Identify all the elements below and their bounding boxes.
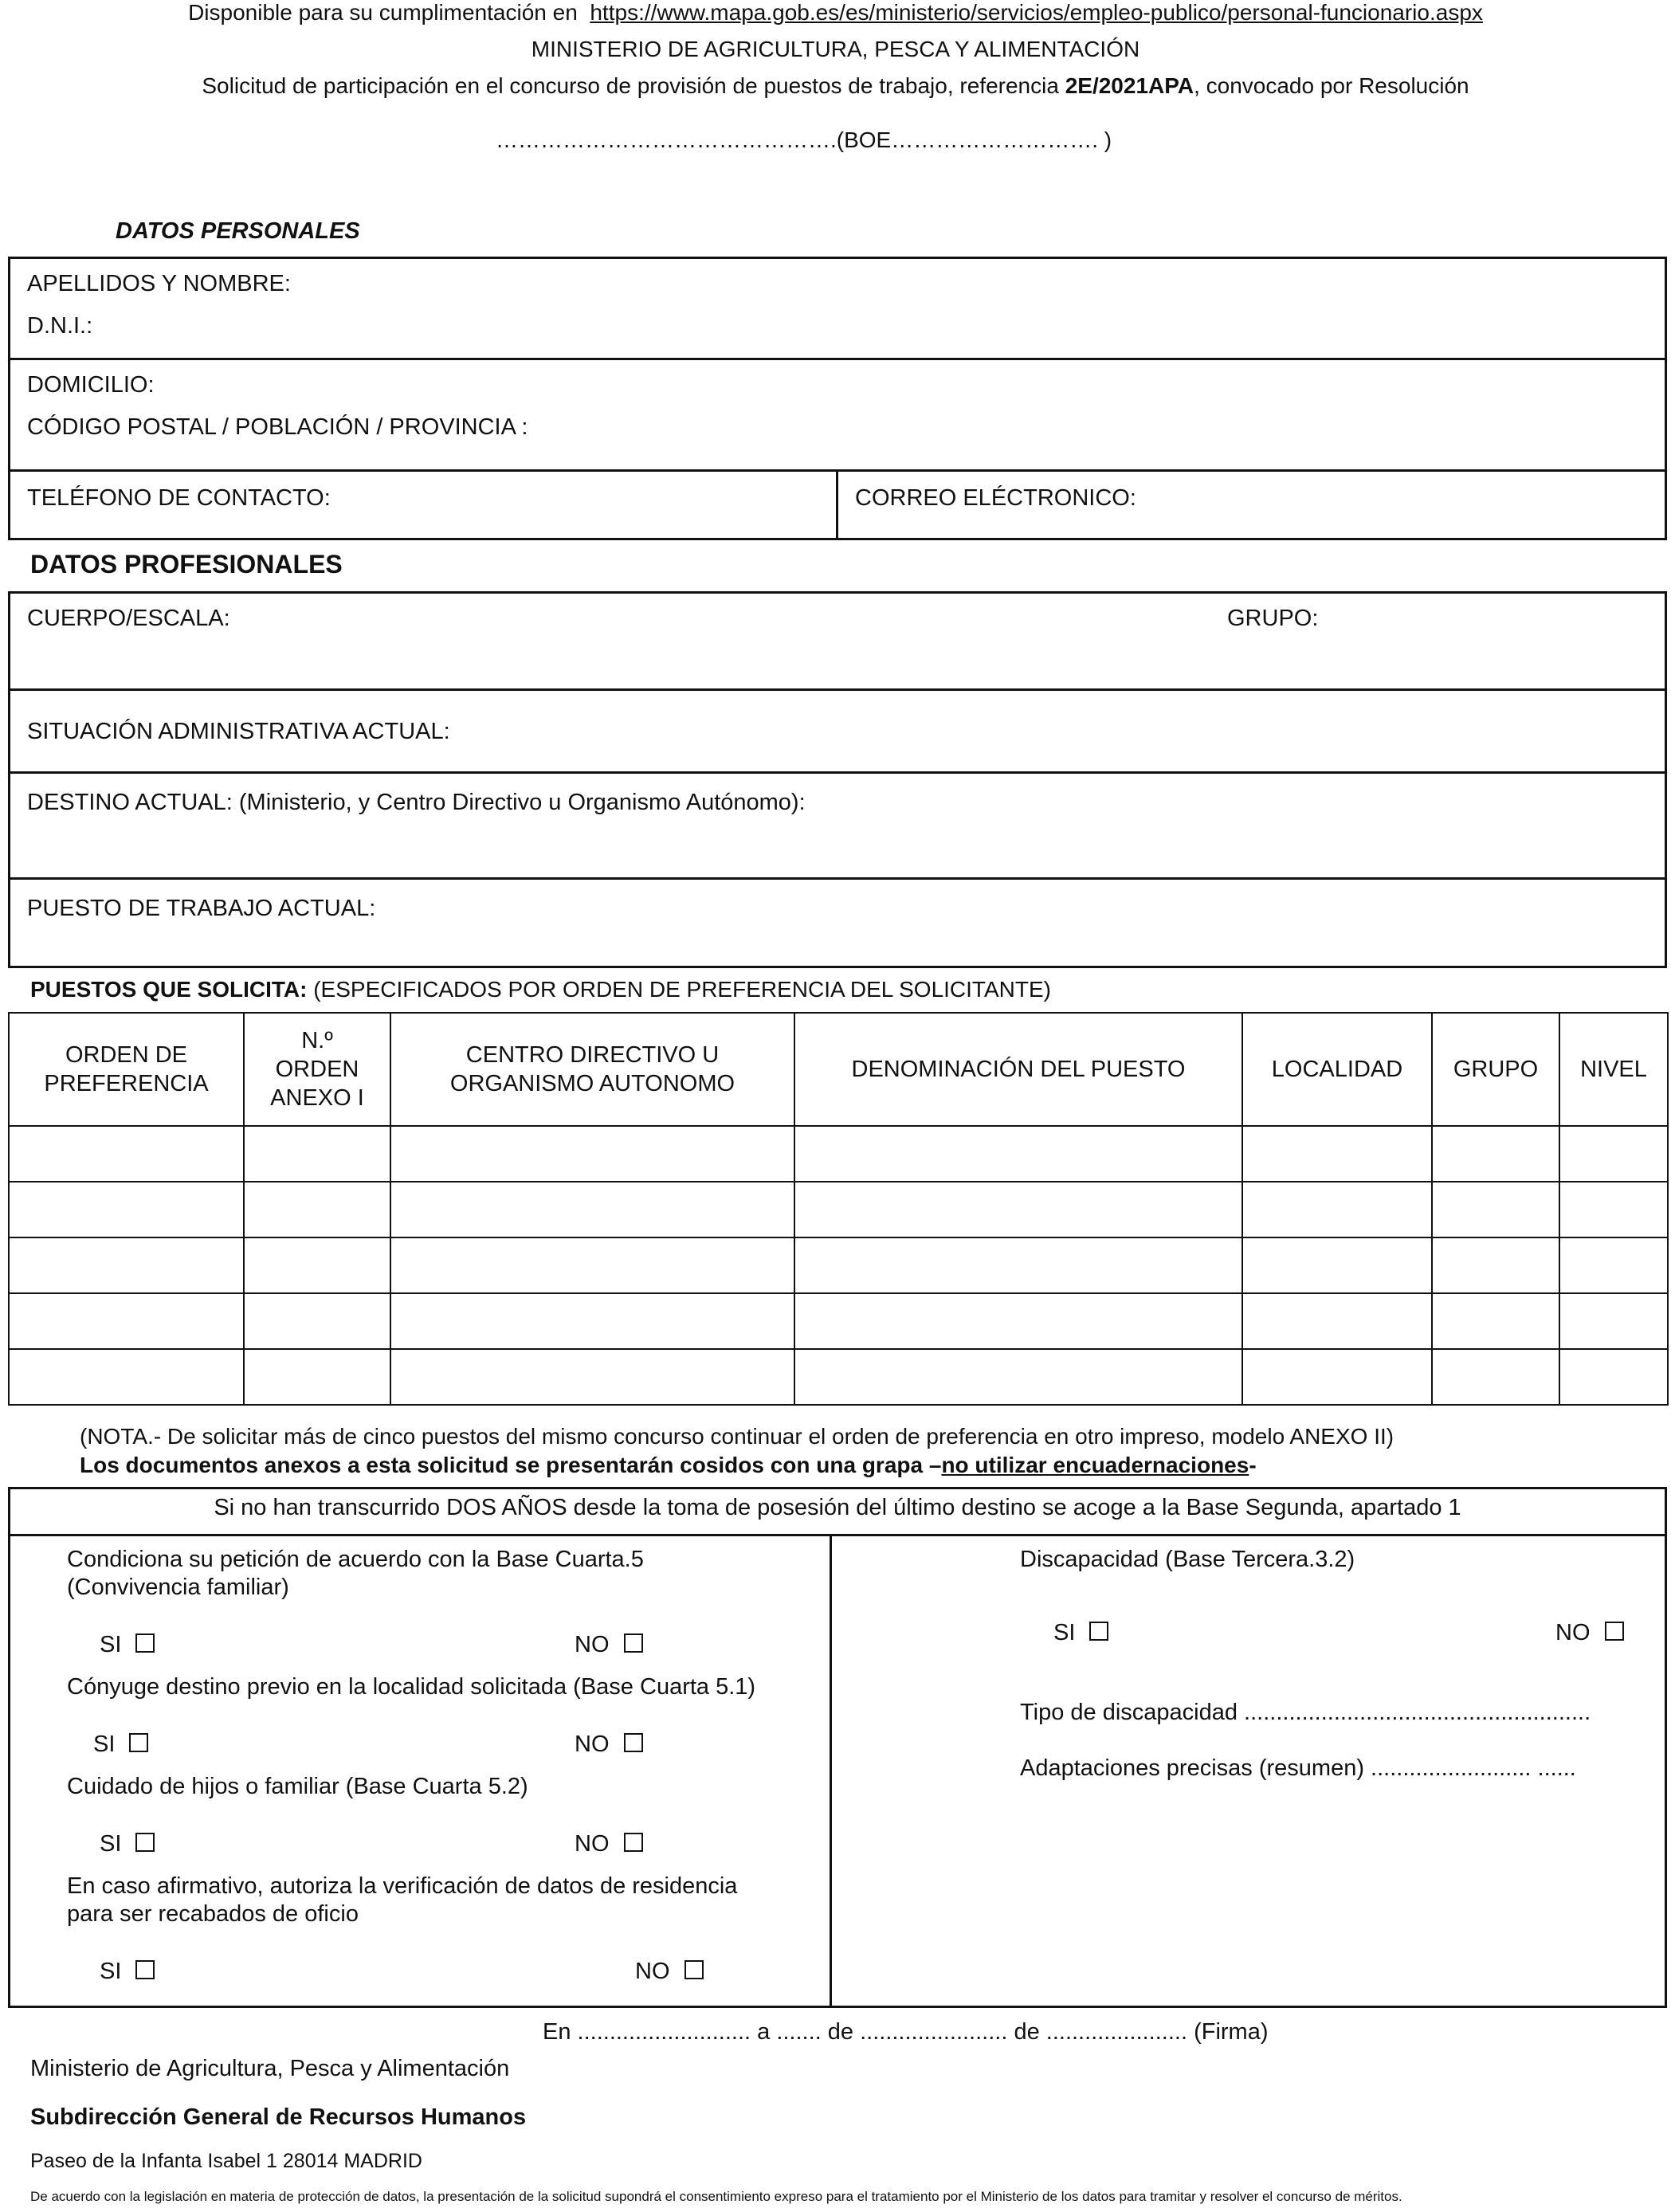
divider — [8, 877, 1667, 880]
adaptations-field[interactable]: Adaptaciones precisas (resumen) ......................... ...... — [1020, 1755, 1576, 1781]
divider — [8, 358, 1667, 360]
request-reference: 2E/2021APA — [1065, 73, 1194, 98]
checkbox-icon[interactable] — [1089, 1622, 1108, 1641]
checkbox-icon[interactable] — [135, 1833, 155, 1852]
group-label: GRUPO: — [1227, 606, 1319, 631]
table-row — [9, 1126, 1668, 1182]
footer-ministry: Ministerio de Agricultura, Pesca y Alimentación — [30, 2056, 510, 2081]
personal-section-title: DATOS PERSONALES — [116, 218, 360, 244]
postal-label: CÓDIGO POSTAL / POBLACIÓN / PROVINCIA : — [27, 414, 528, 440]
disability-label: Discapacidad (Base Tercera.3.2) — [1020, 1547, 1355, 1572]
note-bold: Los documentos anexos a esta solicitud se presentarán cosidos con una grapa – — [80, 1453, 942, 1477]
checkbox-icon[interactable] — [624, 1634, 643, 1653]
verify-line-1: En caso afirmativo, autoriza la verificación de datos de residencia — [67, 1873, 738, 1899]
checkbox-icon[interactable] — [129, 1733, 148, 1752]
availability-line — [0, 0, 1671, 27]
table-row — [9, 1237, 1668, 1293]
request-text-end: , convocado por Resolución — [1194, 73, 1469, 98]
col-annex-order: N.º ORDEN ANEXO I — [244, 1013, 390, 1126]
availability-prefix: Disponible para su cumplimentación en — [188, 0, 578, 25]
note-line-2 — [80, 1453, 1257, 1478]
family-no-option[interactable]: NO — [575, 1632, 643, 1658]
request-text: Solicitud de participación en el concurso de provisión de puestos de trabajo, referencia — [202, 73, 1059, 98]
col-group: GRUPO — [1432, 1013, 1559, 1126]
divider — [8, 771, 1667, 774]
address-label: DOMICILIO: — [27, 372, 155, 398]
situation-label: SITUACIÓN ADMINISTRATIVA ACTUAL: — [27, 719, 450, 744]
spouse-yes-option[interactable]: SI — [93, 1732, 148, 1758]
positions-title-bold: PUESTOS QUE SOLICITA: — [30, 977, 308, 1002]
family-yes-option[interactable]: SI — [100, 1632, 155, 1658]
checkbox-icon[interactable] — [624, 1833, 643, 1852]
checkbox-icon[interactable] — [135, 1960, 155, 1979]
spouse-no-option[interactable]: NO — [575, 1732, 643, 1758]
email-label: CORREO ELÉCTRONICO: — [855, 485, 1136, 511]
resolution-line: ……………………………………….(BOE………………………. ) — [496, 127, 1112, 152]
table-row — [9, 1349, 1668, 1405]
checkbox-icon[interactable] — [1605, 1622, 1624, 1641]
two-years-note: Si no han transcurrido DOS AÑOS desde la toma de posesión del último destino se acoge a la Base Segunda, apartado 1 — [214, 1495, 1461, 1520]
disability-type-field[interactable]: Tipo de discapacidad ...................................................... — [1020, 1700, 1591, 1725]
disability-no-option[interactable]: NO — [1555, 1620, 1624, 1646]
children-label: Cuidado de hijos o familiar (Base Cuarta 5.2) — [67, 1774, 528, 1799]
table-row — [9, 1293, 1668, 1349]
divider — [830, 1534, 832, 2008]
note-end: - — [1249, 1453, 1257, 1477]
note-underlined: no utilizar encuadernaciones — [941, 1453, 1249, 1477]
corps-label: CUERPO/ESCALA: — [27, 606, 230, 631]
professional-section-title: DATOS PROFESIONALES — [30, 550, 343, 578]
checkbox-icon[interactable] — [624, 1733, 643, 1752]
col-locality: LOCALIDAD — [1242, 1013, 1432, 1126]
signature-line[interactable]: En ........................... a ....... de ....................... de ...................... (Firma) — [543, 2019, 1269, 2045]
spouse-label: Cónyuge destino previo en la localidad solicitada (Base Cuarta 5.1) — [67, 1674, 756, 1700]
positions-table — [8, 1012, 1669, 1406]
verify-line-2: para ser recabados de oficio — [67, 1901, 359, 1927]
divider — [8, 1534, 1667, 1536]
dni-label: D.N.I.: — [27, 313, 93, 339]
ministry-heading: MINISTERIO DE AGRICULTURA, PESCA Y ALIMENTACIÓN — [531, 37, 1140, 61]
footer-subdirection: Subdirección General de Recursos Humanos — [30, 2104, 527, 2130]
col-directive-center: CENTRO DIRECTIVO U ORGANISMO AUTONOMO — [390, 1013, 794, 1126]
positions-title — [30, 977, 1051, 1002]
children-no-option[interactable]: NO — [575, 1831, 643, 1857]
destination-label: DESTINO ACTUAL: (Ministerio, y Centro Directivo u Organismo Autónomo): — [27, 790, 806, 815]
current-post-label: PUESTO DE TRABAJO ACTUAL: — [27, 896, 376, 921]
positions-title-rest: (ESPECIFICADOS POR ORDEN DE PREFERENCIA DEL SOLICITANTE) — [307, 977, 1051, 1002]
privacy-notice: De acuerdo con la legislación en materia de protección de datos, la presentación de la solicitud supondrá el consentimiento expreso para el tratamiento por el Ministerio de los datos para tramitar y resolver el concurso de méritos. — [30, 2189, 1402, 2204]
positions-table-header — [9, 1013, 1668, 1126]
verify-no-option[interactable]: NO — [635, 1959, 704, 1985]
availability-link[interactable]: https://www.mapa.gob.es/es/ministerio/servicios/empleo-publico/personal-funcionario.aspx — [590, 0, 1483, 25]
conditions-line-2: (Convivencia familiar) — [67, 1575, 289, 1600]
col-preference-order: ORDEN DE PREFERENCIA — [9, 1013, 244, 1126]
phone-label: TELÉFONO DE CONTACTO: — [27, 485, 331, 511]
disability-yes-option[interactable]: SI — [1053, 1620, 1108, 1646]
col-level: NIVEL — [1559, 1013, 1668, 1126]
note-line-1: (NOTA.- De solicitar más de cinco puestos del mismo concurso continuar el orden de preferencia en otro impreso, modelo ANEXO II) — [80, 1424, 1394, 1449]
conditions-line-1: Condiciona su petición de acuerdo con la Base Cuarta.5 — [67, 1547, 644, 1572]
col-post-name: DENOMINACIÓN DEL PUESTO — [794, 1013, 1242, 1126]
footer-address: Paseo de la Infanta Isabel 1 28014 MADRID — [30, 2150, 422, 2172]
divider — [836, 469, 838, 539]
checkbox-icon[interactable] — [135, 1634, 155, 1653]
table-row — [9, 1182, 1668, 1237]
name-label: APELLIDOS Y NOMBRE: — [27, 271, 291, 296]
checkbox-icon[interactable] — [684, 1960, 704, 1979]
children-yes-option[interactable]: SI — [100, 1831, 155, 1857]
request-line — [0, 72, 1671, 100]
verify-yes-option[interactable]: SI — [100, 1959, 155, 1985]
divider — [8, 688, 1667, 691]
